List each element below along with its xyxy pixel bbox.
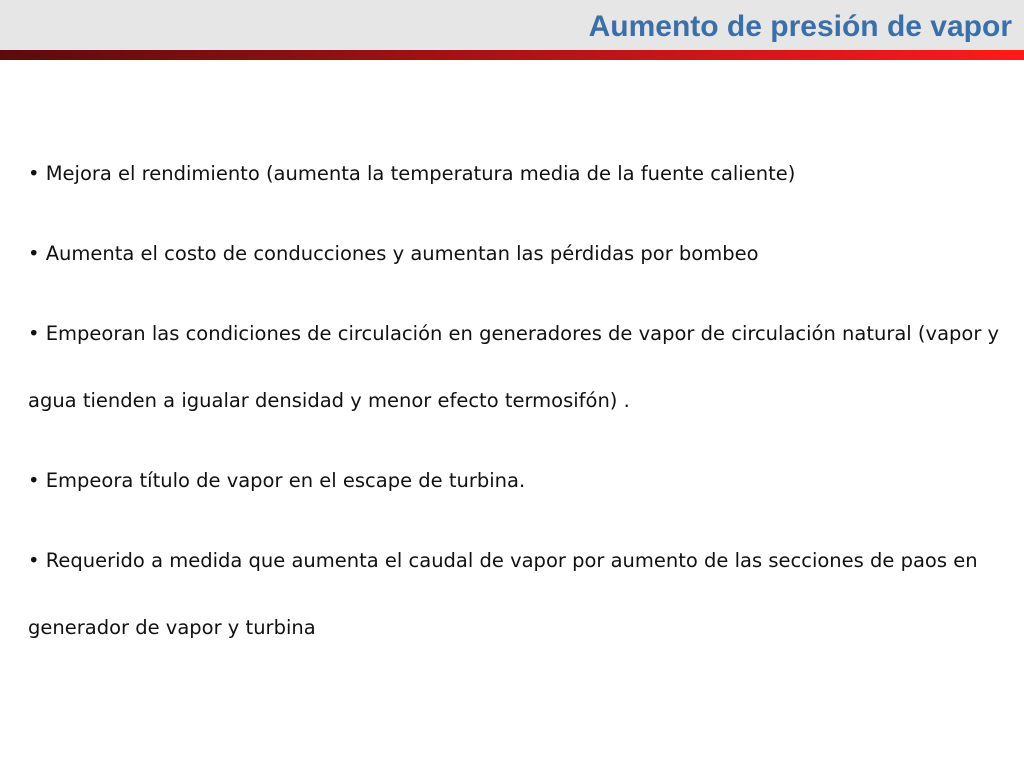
bullet-item: [28, 220, 1008, 287]
bullet-icon: •: [28, 549, 40, 572]
bullet-icon: •: [28, 469, 40, 492]
title-band: [0, 0, 1024, 50]
bullet-item: [28, 527, 1008, 661]
bullet-item: [28, 300, 1008, 434]
bullet-text: Empeora título de vapor en el escape de turbina.: [45, 469, 526, 492]
title-accent-bar: [0, 50, 1024, 60]
bullet-icon: •: [28, 242, 40, 265]
bullet-text: Empeoran las condiciones de circulación en generadores de vapor de circulación natural (vapor y agua tienden a igualar densidad y menor efecto termosifón) .: [28, 322, 1000, 412]
bullet-text: Mejora el rendimiento (aumenta la temperatura media de la fuente caliente): [45, 162, 796, 185]
bullet-icon: •: [28, 162, 40, 185]
bullet-item: [28, 447, 1008, 514]
slide-title: Aumento de presión de vapor: [588, 10, 1012, 43]
bullet-text: Aumenta el costo de conducciones y aumentan las pérdidas por bombeo: [45, 242, 759, 265]
bullet-icon: •: [28, 322, 40, 345]
bullet-item: [28, 140, 1008, 207]
bullet-list: [28, 140, 1008, 661]
bullet-text: Requerido a medida que aumenta el caudal de vapor por aumento de las secciones de paos en generador de vapor y turbina: [28, 549, 978, 639]
